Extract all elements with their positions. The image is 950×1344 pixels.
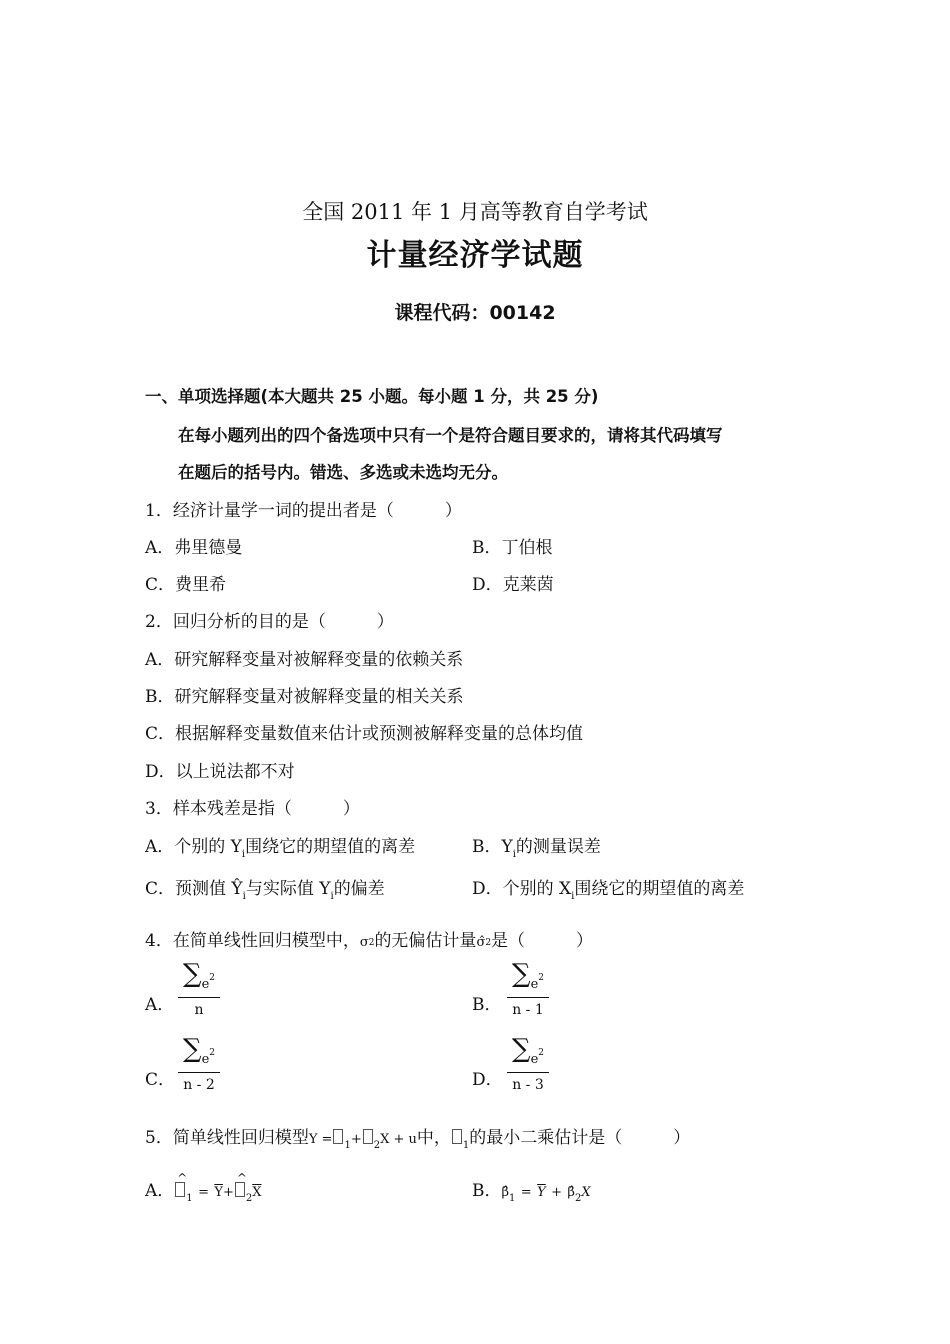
q4-sigma-hat-square: 2: [485, 938, 492, 948]
q5-stem-pre: 5．简单线性回归模型: [145, 1128, 309, 1148]
q4-stem-pre: 4．在简单线性回归模型中，: [145, 931, 360, 951]
q5-a-xbar: $\overline{X}$: [252, 1185, 262, 1200]
question-4-option-a-fraction: [178, 959, 220, 1018]
q3-b-text-post: 的测量误差: [515, 837, 601, 857]
q5-a-plus: +: [222, 1185, 234, 1200]
question-1-option-c: C．费里希: [145, 575, 227, 595]
instruction-line-2: 在题后的括号内。错选、多选或未选均无分。: [178, 463, 508, 482]
residual-square: 2: [209, 1048, 215, 1058]
instruction-line-1: 在每小题列出的四个备选项中只有一个是符合题目要求的，请将其代码填写: [178, 426, 723, 445]
question-4-option-b-label: B．: [472, 995, 502, 1015]
q3-c-text-mid: 与实际值 Y: [245, 879, 331, 899]
q5-b-equals: =: [520, 1185, 532, 1200]
question-1-stem: 1．经济计量学一词的提出者是（ ）: [145, 501, 462, 521]
q4-sigma-hat: σ̂: [476, 935, 486, 950]
sum-symbol: ∑: [512, 1034, 531, 1064]
question-4-option-c-fraction: [178, 1034, 220, 1093]
q4-b-denominator: n - 1: [512, 1002, 544, 1018]
q3-c-text-pre: C．预测值 Ŷ: [145, 879, 243, 899]
q5-model-plus: +: [350, 1132, 362, 1147]
q5-b-plus: +: [551, 1185, 563, 1200]
missing-glyph-beta-icon: [363, 1129, 373, 1144]
sum-symbol: ∑: [512, 959, 531, 989]
question-2-option-b: B．研究解释变量对被解释变量的相关关系: [145, 687, 464, 707]
paper-title: 计量经济学试题: [366, 238, 584, 273]
q4-stem-post: 是（ ）: [491, 931, 594, 951]
q4-stem-mid: 的无偏估计量: [374, 931, 477, 951]
q5-a-equals: =: [198, 1185, 209, 1200]
missing-glyph-beta-hat-icon: [235, 1182, 245, 1197]
q5-b-beta-hat: β̂: [501, 1185, 510, 1200]
course-code: 课程代码：00142: [394, 302, 556, 324]
q5-a-sub1: 1: [186, 1193, 193, 1204]
sum-symbol: ∑: [183, 1034, 202, 1064]
question-3-option-c: [145, 874, 385, 902]
question-1-option-b: B．丁伯根: [472, 538, 553, 558]
question-4-option-a-label: A．: [145, 995, 175, 1015]
q4-sigma: σ: [359, 935, 369, 950]
question-3-option-a: [145, 832, 416, 860]
q3-c-text-post: 的偏差: [333, 879, 385, 899]
question-3-option-d: [472, 874, 745, 902]
question-4-option-b-fraction: [507, 959, 549, 1018]
question-5-option-a: [145, 1176, 262, 1204]
q3-b-subscript: i: [512, 849, 516, 860]
question-4-option-c-label: C．: [145, 1070, 176, 1090]
question-1-option-a: A．弗里德曼: [145, 538, 243, 558]
q5-b-label: B．: [472, 1181, 502, 1201]
missing-glyph-beta-icon: [333, 1129, 343, 1144]
question-2-option-d: D．以上说法都不对: [145, 762, 295, 782]
q3-c-subscript-2: i: [330, 891, 334, 902]
question-1-option-d: D．克莱茵: [472, 575, 554, 595]
q3-d-text-pre: D．个别的 X: [472, 879, 572, 899]
q5-b-ybar: $\overline{Y}$: [537, 1185, 546, 1200]
q5-stem-post: 的最小二乘估计是（ ）: [469, 1128, 691, 1148]
question-5-stem: [145, 1123, 691, 1151]
question-2-stem: 2．回归分析的目的是（ ）: [145, 612, 394, 632]
q5-model-y: Y =: [308, 1132, 333, 1147]
q5-b-sub1: 1: [509, 1193, 516, 1204]
q3-c-subscript: i: [242, 891, 246, 902]
question-5-option-b: [472, 1176, 591, 1204]
exam-title: 全国 2011 年 1 月高等教育自学考试: [302, 200, 648, 224]
q5-a-ybar: $\overline{Y}$: [214, 1185, 223, 1200]
section-heading: 一、单项选择题(本大题共 25 小题。每小题 1 分，共 25 分): [145, 387, 599, 406]
q3-d-subscript: i: [571, 891, 575, 902]
q3-a-text-pre: A．个别的 Y: [145, 837, 242, 857]
q5-model-sub1: 1: [344, 1140, 351, 1151]
question-4-option-d-label: D．: [472, 1070, 503, 1090]
q4-c-denominator: n - 2: [183, 1077, 215, 1093]
missing-glyph-beta-hat-icon: [175, 1182, 185, 1197]
q5-b-sub2: 2: [574, 1193, 582, 1204]
q3-d-text-post: 围绕它的期望值的离差: [574, 879, 745, 899]
residual-e: e: [201, 977, 210, 992]
q5-b-x: X: [581, 1185, 591, 1200]
q5-a-sub2: 2: [245, 1193, 253, 1204]
residual-square: 2: [538, 1048, 544, 1058]
q5-a-label: A．: [145, 1181, 175, 1201]
q3-a-subscript: i: [241, 849, 246, 860]
q5-model-sub2: 2: [373, 1140, 381, 1151]
question-3-option-b: [472, 832, 601, 860]
q5-model-x: X + u: [380, 1132, 417, 1147]
question-2-option-a: A．研究解释变量对被解释变量的依赖关系: [145, 650, 464, 670]
sum-symbol: ∑: [183, 959, 202, 989]
q4-a-denominator: n: [194, 1002, 204, 1018]
q3-a-text-post: 围绕它的期望值的离差: [245, 837, 416, 857]
question-4-stem: [145, 926, 593, 951]
q5-stem-mid: 中，: [416, 1128, 451, 1148]
q4-sigma-square: 2: [368, 938, 375, 948]
q5-b-beta2-hat: β̂: [567, 1185, 575, 1200]
missing-glyph-beta-icon: [452, 1129, 462, 1144]
q3-b-text-pre: B．Y: [472, 837, 513, 857]
residual-e: e: [201, 1052, 210, 1067]
question-3-stem: 3．样本残差是指（ ）: [145, 799, 360, 819]
q4-d-denominator: n - 3: [512, 1077, 544, 1093]
q5-beta-sub: 1: [462, 1140, 470, 1151]
residual-e: e: [530, 977, 539, 992]
residual-e: e: [530, 1052, 539, 1067]
residual-square: 2: [538, 973, 544, 983]
question-2-option-c: C．根据解释变量数值来估计或预测被解释变量的总体均值: [145, 724, 584, 744]
residual-square: 2: [209, 973, 215, 983]
question-4-option-d-fraction: [507, 1034, 549, 1093]
